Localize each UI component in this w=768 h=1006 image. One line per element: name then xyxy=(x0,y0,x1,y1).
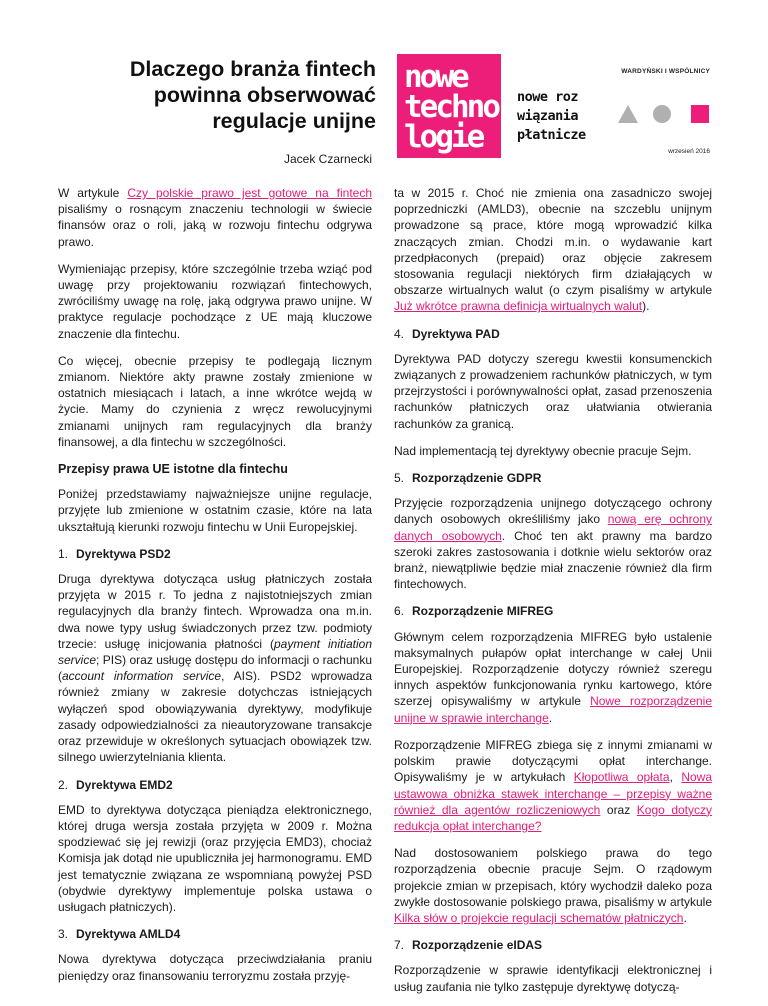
article-link[interactable]: Już wkrótce prawna definicja wirtualnych walut xyxy=(394,299,643,314)
article-link[interactable]: Kilka słów o projekcie regulacji schematów płatniczych xyxy=(394,910,684,925)
paragraph: Co więcej, obecnie przepisy te podlegają licznym zmianom. Niektóre akty prawne zostały zmienione w ostatnich miesiącach i latach, a inne wkrótce wejdą w życie. Mamy do czynienia z wręcz rewolucyjnymi zmianami unijnych ram regulacyjnych dla branży finansowej, a dla fintechu w szczególności. xyxy=(58,353,372,449)
logo-nowe-technologie xyxy=(397,54,501,158)
article-link[interactable]: Kogo dotyczy redukcja opłat interchange? xyxy=(394,802,713,833)
paragraph: Głównym celem rozporządzenia MIFREG było ustalenie maksymalnych pułapów opłat interchange w całej Unii Europejskiej. Rozporządzenie dotyczy również szeregu innych aspektów funkcjonowania rynku kartowego, które szerzej opisywaliśmy w artykule Nowe rozporządzenie unijne w sprawie interchange. xyxy=(394,629,712,725)
subsection-heading: 2. Dyrektywa EMD2 xyxy=(58,777,173,792)
circle-icon xyxy=(653,105,671,123)
page-title xyxy=(100,56,376,134)
article-link[interactable]: Czy polskie prawo jest gotowe na fintech xyxy=(127,186,372,200)
triangle-icon xyxy=(618,105,638,123)
subsection-heading: 5. Rozporządzenie GDPR xyxy=(394,471,542,486)
title-line: Dlaczego branża fintech xyxy=(129,57,376,81)
title-line: powinna obserwować xyxy=(153,83,376,107)
paragraph: Przyjęcie rozporządzenia unijnego dotyczącego ochrony danych osobowych określiliśmy jako nową erę ochrony danych osobowych. Choć ten akt prawny ma bardzo szeroki zakres zastosowania i dotknie wielu sektorów oraz branż, niewątpliwie będzie miał znaczenie również dla firm fintechowych. xyxy=(394,496,712,592)
subtitle-line: nowe roz xyxy=(517,89,579,105)
paragraph: W artykule Czy polskie prawo jest gotowe na fintech pisaliśmy o rosnącym znaczeniu technologii w świecie finansów oraz o roli, jaką w rozwoju fintechu odgrywa prawo. xyxy=(58,186,372,249)
firm-name: WARDYŃSKI I WSPÓLNICY xyxy=(621,68,710,75)
paragraph: Rozporządzenie w sprawie identyfikacji elektronicznej i usług zaufania nie tylko zastępuje dyrektywę dotyczą- xyxy=(394,963,712,994)
issue-date: wrzesień 2016 xyxy=(668,148,710,155)
paragraph: Nad implementacją tej dyrektywy obecnie pracuje Sejm. xyxy=(394,443,692,458)
paragraph: Wymieniając przepisy, które szczególnie trzeba wziąć pod uwagę przy projektowaniu rozwiązań fintechowych, zwróciliśmy uwagę na rolę, jaką odgrywa prawo unijne. W praktyce regulacje pochodzące z UE mają kluczowe znaczenie dla fintechu. xyxy=(58,261,372,341)
square-icon xyxy=(691,105,709,123)
logo-word: logie xyxy=(404,119,483,155)
paragraph: ta w 2015 r. Choć nie zmienia ona zasadniczo swojej poprzedniczki (AMLD3), obecnie na szczeblu unijnym prowadzone są prace, które mogą wprowadzić kilka znaczących zmian. Chodzi m.in. o wydawanie kart przedpłaconych (prepaid) oraz objęcie zakresem stosowania regulacji niektórych firm działających w obszarze wirtualnych walut (o czym pisaliśmy w artykule Już wkrótce prawna definicja wirtualnych walut). xyxy=(394,186,712,314)
paragraph: Rozporządzenie MIFREG zbiega się z innymi zmianami w polskim prawie dotyczącymi opłat interchange. Opisywaliśmy je w artykułach Kłopotliwa opłata, Nowa ustawowa obniżka stawek interchange – przepisy ważne również dla agentów rozliczeniowych oraz Kogo dotyczy redukcja opłat interchange? xyxy=(394,737,713,833)
article-link[interactable]: Nowe rozporządzenie unijne w sprawie interchange xyxy=(394,694,712,725)
author: Jacek Czarnecki xyxy=(283,152,372,166)
logo-word: nowe xyxy=(404,59,467,95)
article-link[interactable]: nową erę ochrony danych osobowych xyxy=(394,512,712,543)
paragraph: Poniżej przedstawiamy najważniejsze unijne regulacje, przyjęte lub zmienione w ostatnim czasie, które na lata ukształtują kierunki rozwoju fintechu w Unii Europejskiej. xyxy=(58,487,372,534)
subtitle-line: wiązania xyxy=(517,108,579,124)
paragraph: EMD to dyrektywa dotycząca pieniądza elektronicznego, której druga wersja została przyjęta w 2009 r. Można spodziewać się jej rewizji (oraz przyjęcia EMD3), chociaż Komisja jak dotąd nie upubliczniła jej harmonogramu. EMD jest tematycznie związana ze wspomnianą powyżej PSD (obydwie dyrektywy implementuje polska ustawa o usługach płatniczych). xyxy=(58,802,372,914)
paragraph: Nowa dyrektywa dotycząca przeciwdziałania praniu pieniędzy oraz finansowaniu terroryzmu została przyję- xyxy=(58,952,372,983)
article-link[interactable]: Kłopotliwa opłata xyxy=(573,770,670,785)
subsection-heading: 3. Dyrektywa AMLD4 xyxy=(58,927,181,942)
right-column xyxy=(394,185,712,1006)
subsection-heading: 6. Rozporządzenie MIFREG xyxy=(394,604,554,619)
paragraph: Dyrektywa PAD dotyczy szeregu kwestii konsumenckich związanych z prowadzeniem rachunków płatniczych, w tym przejrzystości i porównywalności opłat, zasad przenoszenia rachunków płatniczych oraz ułatwiania otwierania rachunków za granicą. xyxy=(394,351,712,431)
paragraph: Nad dostosowaniem polskiego prawa do tego rozporządzenia obecnie pracuje Sejm. O rządowym projekcie zmian w przepisach, który wychodził daleko poza zwykłe dostosowanie polskiego prawa, pisaliśmy w artykule Kilka słów o projekcie regulacji schematów płatniczych. xyxy=(394,846,712,925)
title-line: regulacje unijne xyxy=(212,109,376,133)
series-subtitle xyxy=(517,88,586,145)
brand-shapes-icon xyxy=(618,104,710,124)
logo-word: techno xyxy=(404,89,498,125)
subsection-heading: 7. Rozporządzenie eIDAS xyxy=(394,938,543,953)
paragraph: Druga dyrektywa dotycząca usług płatniczych została przyjęta w 2015 r. To jedna z najistotniejszych zmian regulacyjnych dla branży fintech. Wprowadza ona m.in. dwa nowe typy usług świadczonych przez tzw. podmioty trzecie: usługę inicjowania płatności (payment initiation service; PIS) oraz usługę dostępu do informacji o rachunku (account information service, AIS). PSD2 wprowadza również zmiany w zakresie dotychczas istniejących wyłączeń spod obowiązywania dyrektywy, modyfikuje zasady odpowiedzialności za nieautoryzowane transakcje oraz przewiduje w określonych sytuacjach obowiązek tzw. silnego uwierzytelniania klienta. xyxy=(58,572,373,765)
left-column xyxy=(58,185,372,995)
subtitle-line: płatnicze xyxy=(517,127,586,143)
article-link[interactable]: Nowa ustawowa obniżka stawek interchange – przepisy ważne również dla agentów rozliczeniowych xyxy=(394,770,713,817)
subsection-heading: 1. Dyrektywa PSD2 xyxy=(58,546,171,561)
subsection-heading: 4. Dyrektywa PAD xyxy=(394,326,500,341)
section-heading: Przepisy prawa UE istotne dla fintechu xyxy=(58,462,288,477)
